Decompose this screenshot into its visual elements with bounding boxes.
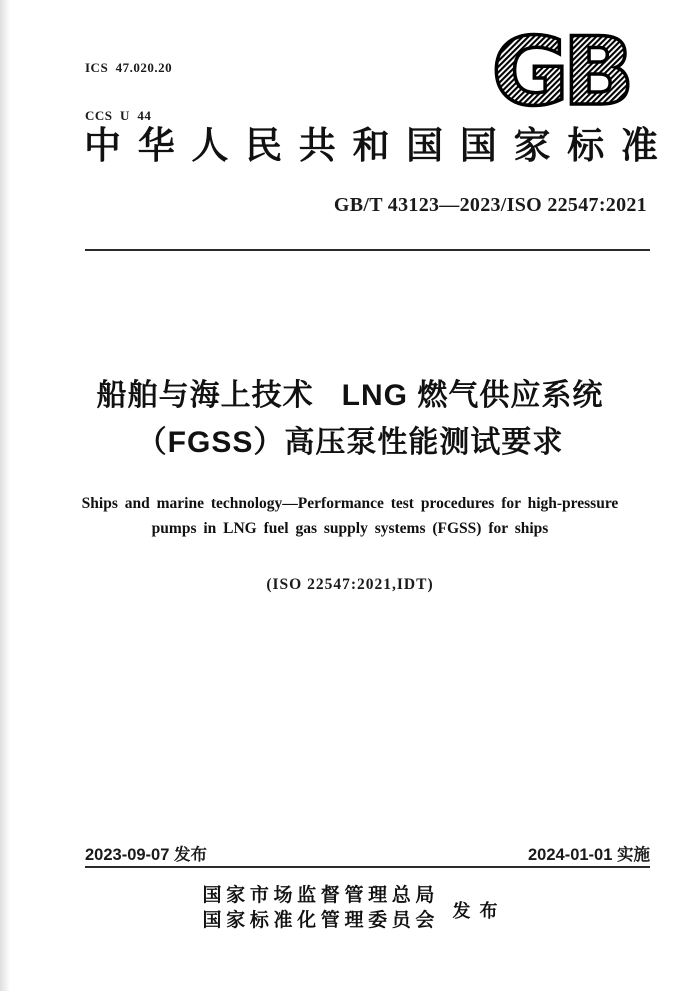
publisher-block xyxy=(0,883,700,933)
title-english xyxy=(0,491,700,541)
iso-equivalence-note: (ISO 22547:2021,IDT) xyxy=(266,576,434,593)
title-chinese xyxy=(0,372,700,466)
publisher-line2: 国 家 标 准 化 管 理 委 员 会 xyxy=(202,910,435,931)
bottom-divider-line xyxy=(85,866,650,868)
title-chinese-line2: （FGSS）高压泵性能测试要求 xyxy=(136,426,564,459)
standard-number: GB/T 43123—2023/ISO 22547:2021 xyxy=(333,194,647,216)
publisher-names xyxy=(203,883,435,933)
title-chinese-line1: 船舶与海上技术 LNG 燃气供应系统 xyxy=(96,379,604,412)
gb-logo-text: GB xyxy=(491,22,629,118)
publisher-line1: 国 家 市 场 监 督 管 理 总 局 xyxy=(202,885,435,906)
title-english-line1: Ships and marine technology—Performance test procedures for high-pressure xyxy=(81,495,619,512)
issue-date: 2023-09-07 发布 xyxy=(85,846,207,864)
title-english-line2: pumps in LNG fuel gas supply systems (FGSS) for ships xyxy=(151,520,549,537)
ics-code: ICS 47.020.20 xyxy=(85,60,173,75)
date-row xyxy=(85,841,650,865)
publish-label: 发 布 xyxy=(452,901,498,921)
implementation-date: 2024-01-01 实施 xyxy=(528,846,650,864)
national-standard-heading: 中 华 人 民 共 和 国 国 家 标 准 xyxy=(84,126,658,167)
gb-standard-logo-icon xyxy=(468,22,652,118)
top-divider-line xyxy=(85,249,650,251)
ccs-code: CCS U 44 xyxy=(85,108,152,123)
